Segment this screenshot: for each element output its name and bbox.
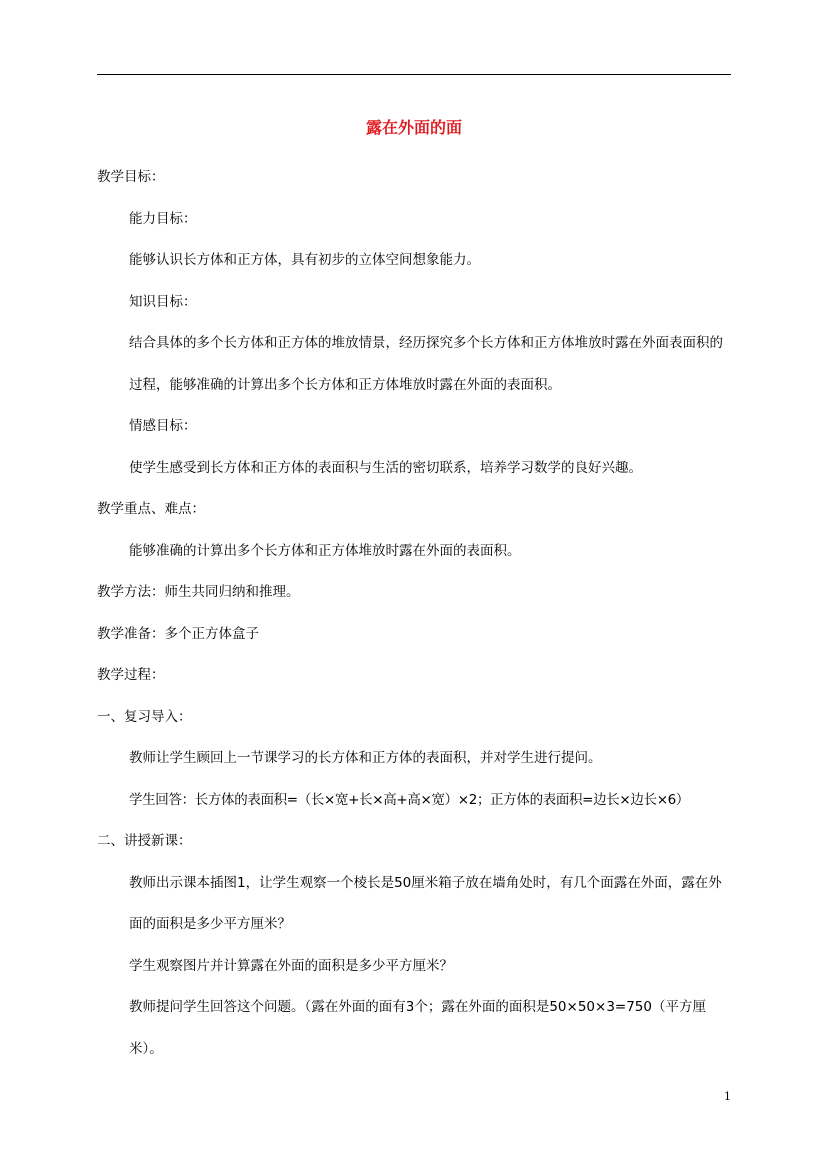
page-number: 1	[724, 1090, 731, 1103]
paragraph-ability-goal-heading: 能力目标：	[129, 210, 197, 227]
paragraph-teaching-process: 教学过程：	[97, 667, 165, 683]
paragraph-illustration-task: 教师出示课本插图1，让学生观察一个棱长是50厘米箱子放在墙角处时，有几个面露在外面，露在外面的面积是多少平方厘米？	[129, 874, 722, 932]
paragraph-teaching-method: 教学方法：师生共同归纳和推理。	[97, 584, 300, 600]
paragraph-teaching-prep: 教学准备：多个正方体盒子	[97, 625, 259, 642]
paragraph-section-review: 一、复习导入：	[97, 708, 192, 725]
document-title: 露在外面的面	[365, 118, 462, 137]
paragraph-emotion-goal: 使学生感受到长方体和正方体的表面积与生活的密切联系，培养学习数学的良好兴趣。	[129, 459, 642, 476]
paragraph-teacher-question: 教师提问学生回答这个问题。（露在外面的面有3个；露在外面的面积是50×50×3=750（平方厘米）。	[129, 999, 706, 1057]
paragraph-key-points: 能够准确的计算出多个长方体和正方体堆放时露在外面的表面积。	[129, 542, 521, 559]
paragraph-student-observe: 学生观察图片并计算露在外面的面积是多少平方厘米？	[129, 957, 453, 974]
document-body	[97, 157, 731, 1070]
paragraph-key-points-heading: 教学重点、难点：	[97, 501, 205, 517]
header-rule	[97, 74, 731, 75]
paragraph-teaching-goals: 教学目标：	[97, 169, 165, 185]
paragraph-knowledge-goal-heading: 知识目标：	[129, 293, 197, 310]
paragraph-emotion-goal-heading: 情感目标：	[129, 418, 197, 434]
paragraph-section-new-lesson: 二、讲授新课：	[97, 833, 192, 849]
paragraph-review-answer: 学生回答：长方体的表面积=（长×宽+长×高+高×宽）×2；正方体的表面积=边长×边长×6）	[129, 791, 690, 808]
paragraph-ability-goal: 能够认识长方体和正方体，具有初步的立体空间想象能力。	[129, 252, 480, 268]
paragraph-review-question: 教师让学生顾回上一节课学习的长方体和正方体的表面积，并对学生进行提问。	[129, 750, 602, 766]
paragraph-knowledge-goal: 结合具体的多个长方体和正方体的堆放情景，经历探究多个长方体和正方体堆放时露在外面表面积的过程，能够准确的计算出多个长方体和正方体堆放时露在外面的表面积。	[129, 335, 723, 393]
